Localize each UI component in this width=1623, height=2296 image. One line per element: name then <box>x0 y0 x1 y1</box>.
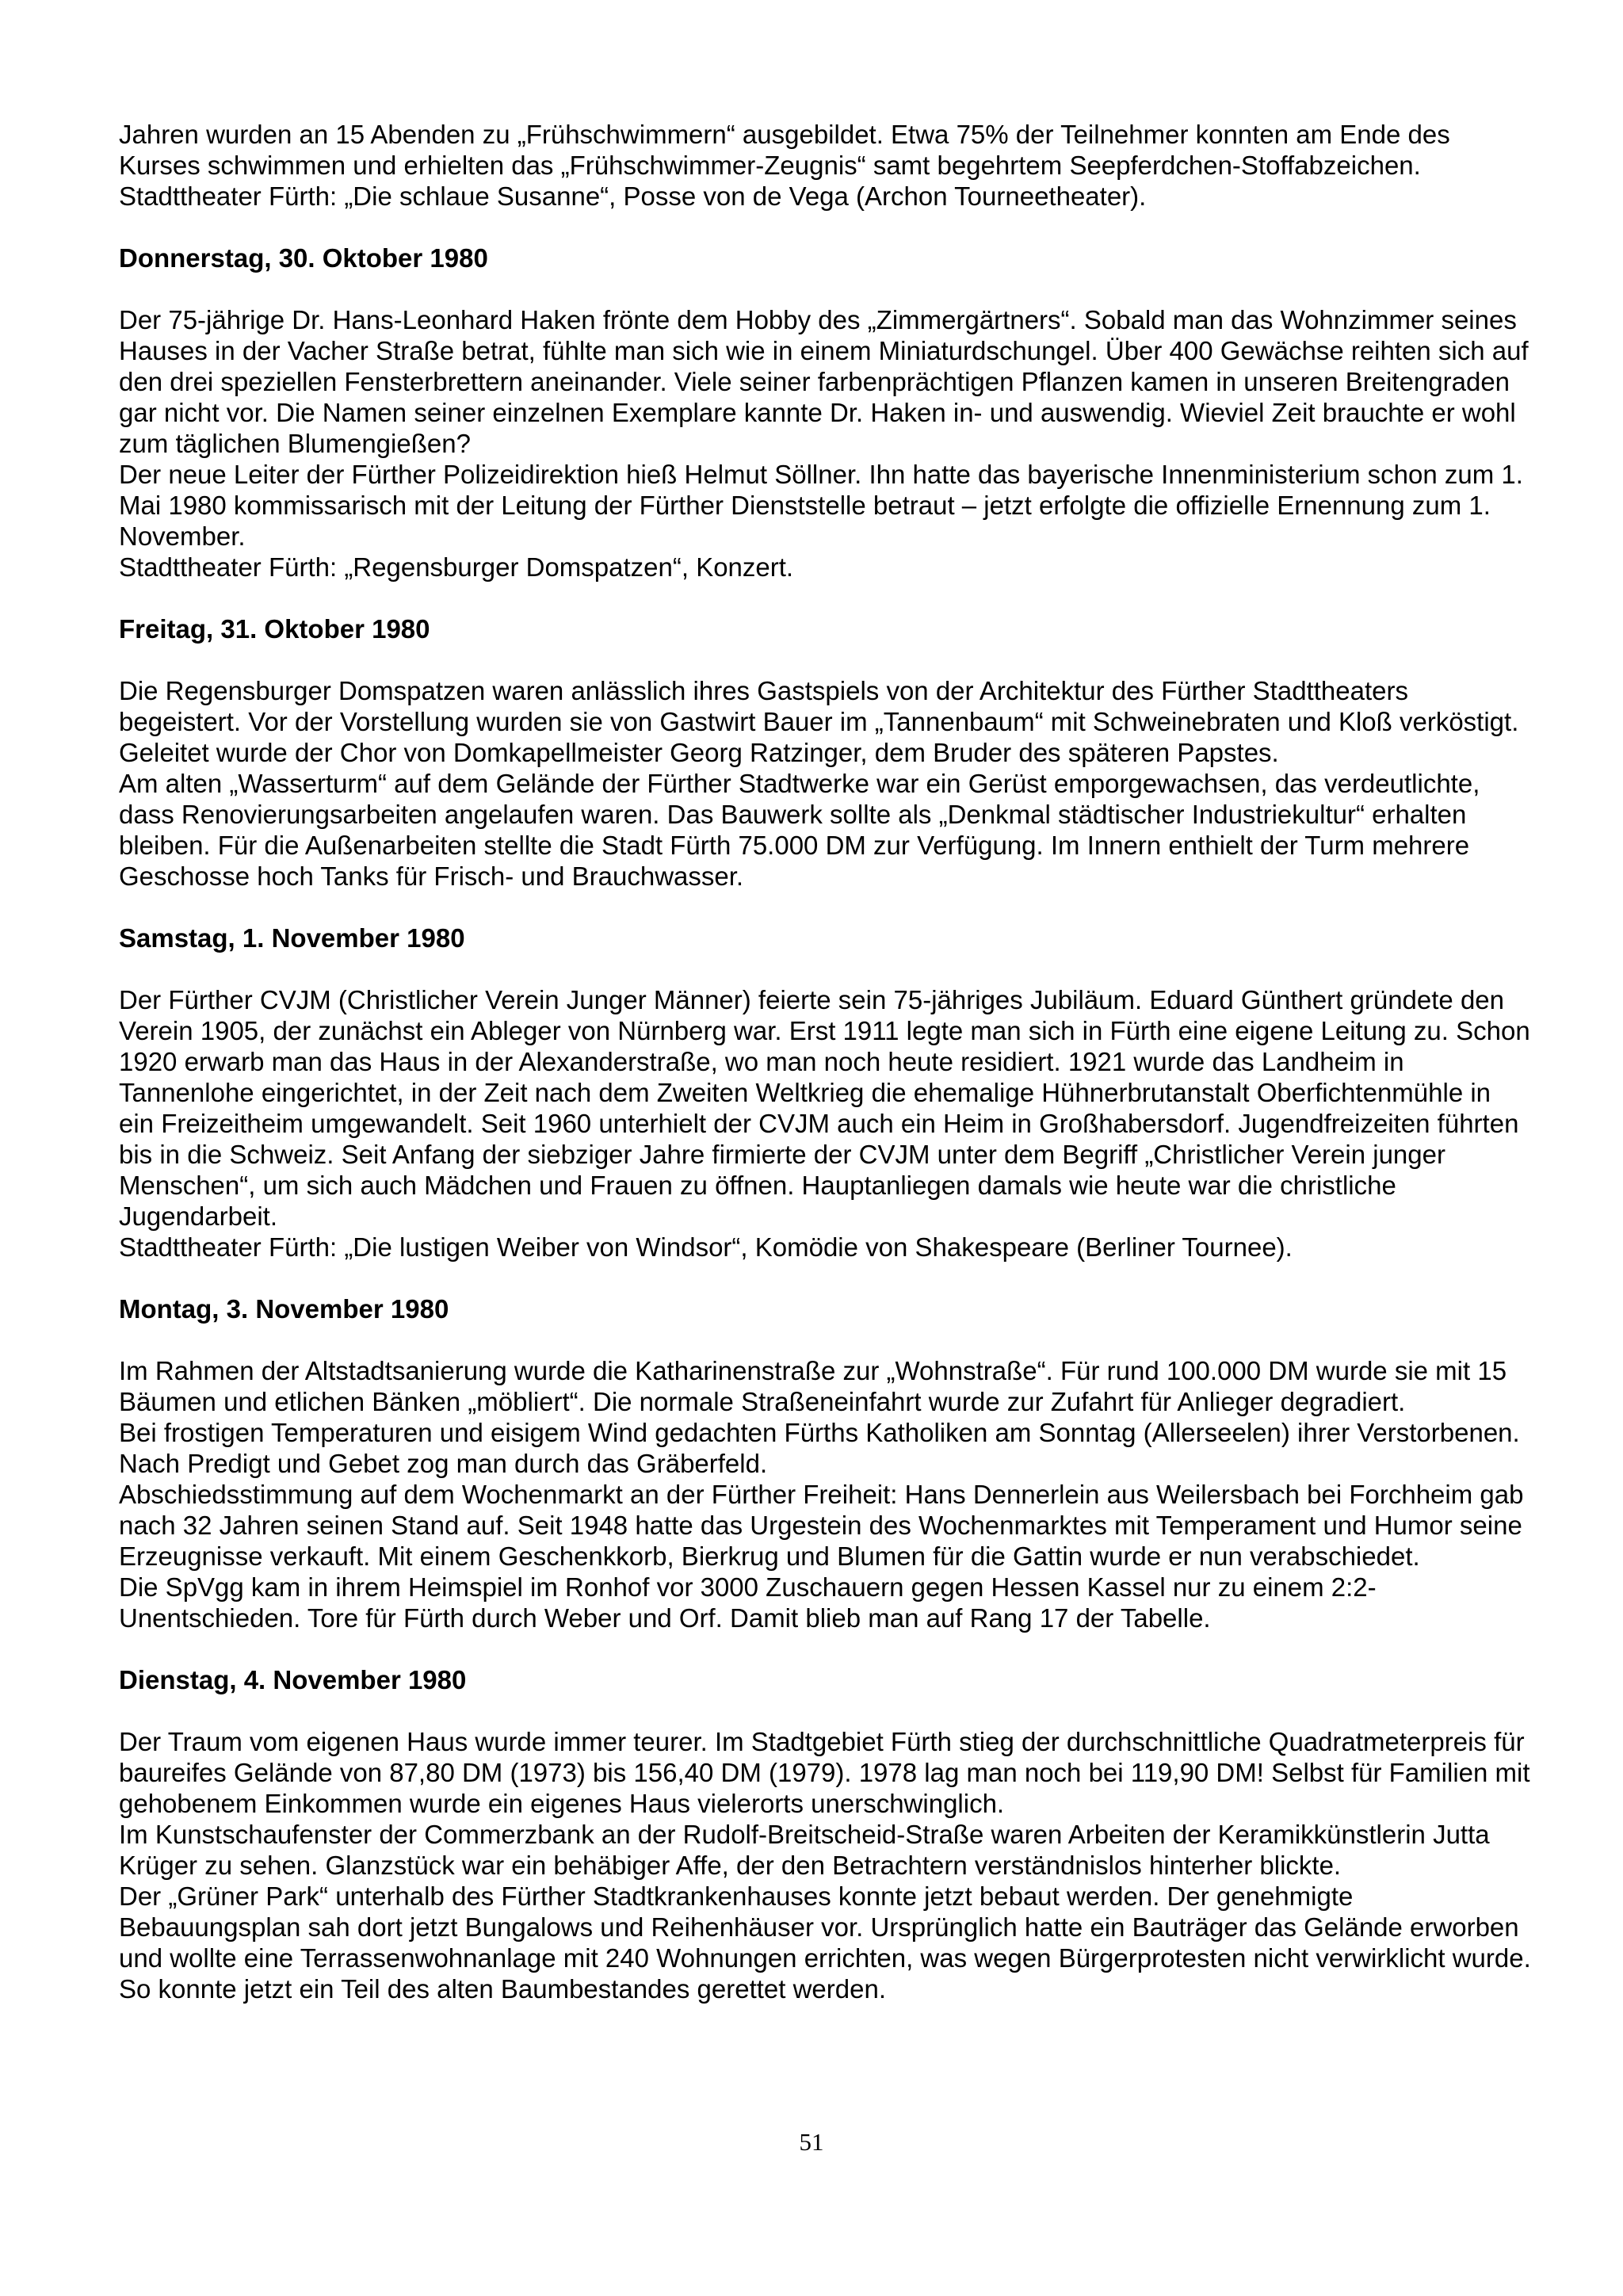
paragraph: Abschiedsstimmung auf dem Wochenmarkt an der Fürther Freiheit: Hans Dennerlein aus Weilersbach bei Forchheim gab nach 32 Jahren seinen Stand auf. Seit 1948 hatte das Urgestein des Wochenmarktes mit Temperament und Humor seine Erzeugnisse verkauft. Mit einem Geschenkkorb, Bierkrug und Blumen für die Gattin wurde er nun verabschiedet. <box>119 1480 1531 1571</box>
section-heading-samstag: Samstag, 1. November 1980 <box>119 923 465 953</box>
paragraph: Am alten „Wasserturm“ auf dem Gelände der Fürther Stadtwerke war ein Gerüst emporgewachsen, das verdeutlichte, dass Renovierungsarbeiten angelaufen waren. Das Bauwerk sollte als „Denkmal städtischer Industriekultur“ erhalten bleiben. Für die Außenarbeiten stellte die Stadt Fürth 75.000 DM zur Verfügung. Im Innern enthielt der Turm mehrere Geschosse hoch Tanks für Frisch- und Brauchwasser. <box>119 769 1487 891</box>
paragraph: Bei frostigen Temperaturen und eisigem Wind gedachten Fürths Katholiken am Sonntag (Allerseelen) ihrer Verstorbenen. Nach Predigt und Gebet zog man durch das Gräberfeld. <box>119 1418 1527 1478</box>
paragraph: Der „Grüner Park“ unterhalb des Fürther Stadtkrankenhauses konnte jetzt bebaut werden. Der genehmigte Bebauungsplan sah dort jetzt Bungalows und Reihenhäuser vor. Ursprünglich hatte ein Bauträger das Gelände erworben und wollte eine Terrassenwohnanlage mit 240 Wohnungen errichten, was wegen Bürgerprotesten nicht verwirklicht wurde. So konnte jetzt ein Teil des alten Baumbestandes gerettet werden. <box>119 1881 1538 2004</box>
paragraph: Die SpVgg kam in ihrem Heimspiel im Ronhof vor 3000 Zuschauern gegen Hessen Kassel nur zu einem 2:2-Unentschieden. Tore für Fürth durch Weber und Orf. Damit blieb man auf Rang 17 der Tabelle. <box>119 1572 1377 1633</box>
paragraph: Stadttheater Fürth: „Die lustigen Weiber von Windsor“, Komödie von Shakespeare (Berliner Tournee). <box>119 1232 1293 1262</box>
paragraph: Der 75-jährige Dr. Hans-Leonhard Haken frönte dem Hobby des „Zimmergärtners“. Sobald man das Wohnzimmer seines Hauses in der Vacher Straße betrat, fühlte man sich wie in einem Miniaturdschungel. Über 400 Gewächse reihten sich auf den drei speziellen Fensterbrettern aneinander. Viele seiner farbenprächtigen Pflanzen kamen in unseren Breitengraden gar nicht vor. Die Namen seiner einzelnen Exemplare kannte Dr. Haken in- und auswendig. Wieviel Zeit brauchte er wohl zum täglichen Blumengießen? <box>119 305 1536 458</box>
page-number: 51 <box>799 2128 824 2156</box>
paragraph: Der Traum vom eigenen Haus wurde immer teurer. Im Stadtgebiet Fürth stieg der durchschnittliche Quadratmeterpreis für baureifes Gelände von 87,80 DM (1973) bis 156,40 DM (1979). 1978 lag man noch bei 119,90 DM! Selbst für Familien mit gehobenem Einkommen wurde ein eigenes Haus vielerorts unerschwinglich. <box>119 1727 1537 1818</box>
text-column <box>119 119 1538 2004</box>
paragraph: Der neue Leiter der Fürther Polizeidirektion hieß Helmut Söllner. Ihn hatte das bayerische Innenministerium schon zum 1. Mai 1980 kommissarisch mit der Leitung der Fürther Dienststelle betraut – jetzt erfolgte die offizielle Ernennung zum 1. November. <box>119 460 1531 551</box>
paragraph: Im Kunstschaufenster der Commerzbank an der Rudolf-Breitscheid-Straße waren Arbeiten der Keramikkünstlerin Jutta Krüger zu sehen. Glanzstück war ein behäbiger Affe, der den Betrachtern verständnislos hinterher blickte. <box>119 1820 1497 1880</box>
section-heading-freitag: Freitag, 31. Oktober 1980 <box>119 614 430 644</box>
section-heading-dienstag: Dienstag, 4. November 1980 <box>119 1665 467 1694</box>
section-heading-donnerstag: Donnerstag, 30. Oktober 1980 <box>119 243 488 273</box>
paragraph: Stadttheater Fürth: „Regensburger Domspatzen“, Konzert. <box>119 552 794 582</box>
section-heading-montag: Montag, 3. November 1980 <box>119 1294 449 1324</box>
intro-paragraph: Jahren wurden an 15 Abenden zu „Frühschwimmern“ ausgebildet. Etwa 75% der Teilnehmer konnten am Ende des Kurses schwimmen und erhielten das „Frühschwimmer-Zeugnis“ samt begehrtem Seepferdchen-Stoffabzeichen. <box>119 120 1457 180</box>
intro-theater-line: Stadttheater Fürth: „Die schlaue Susanne“, Posse von de Vega (Archon Tourneetheater). <box>119 181 1147 211</box>
paragraph: Im Rahmen der Altstadtsanierung wurde die Katharinenstraße zur „Wohnstraße“. Für rund 100.000 DM wurde sie mit 15 Bäumen und etlichen Bänken „möbliert“. Die normale Straßeneinfahrt wurde zur Zufahrt für Anlieger degradiert. <box>119 1356 1514 1416</box>
paragraph: Die Regensburger Domspatzen waren anlässlich ihres Gastspiels von der Architektur des Fürther Stadttheaters begeistert. Vor der Vorstellung wurden sie von Gastwirt Bauer im „Tannenbaum“ mit Schweinebraten und Kloß verköstigt. Geleitet wurde der Chor von Domkapellmeister Georg Ratzinger, dem Bruder des späteren Papstes. <box>119 676 1526 767</box>
paragraph: Der Fürther CVJM (Christlicher Verein Junger Männer) feierte sein 75-jähriges Jubiläum. Eduard Günthert gründete den Verein 1905, der zunächst ein Ableger von Nürnberg war. Erst 1911 legte man sich in Fürth eine eigene Leitung zu. Schon 1920 erwarb man das Haus in der Alexanderstraße, wo man noch heute residiert. 1921 wurde das Landheim in Tannenlohe eingerichtet, in der Zeit nach dem Zweiten Weltkrieg die ehemalige Hühnerbrutanstalt Oberfichtenmühle in ein Freizeitheim umgewandelt. Seit 1960 unterhielt der CVJM auch ein Heim in Großhabersdorf. Jugendfreizeiten führten bis in die Schweiz. Seit Anfang der siebziger Jahre firmierte der CVJM unter dem Begriff „Christlicher Verein junger Menschen“, um sich auch Mädchen und Frauen zu öffnen. Hauptanliegen damals wie heute war die christliche Jugendarbeit. <box>119 985 1537 1231</box>
